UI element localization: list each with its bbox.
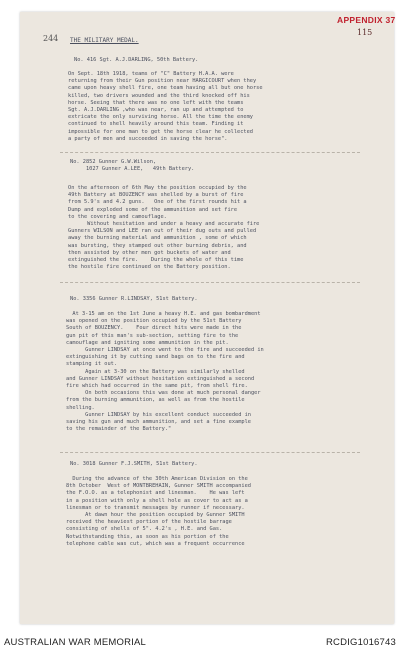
document-title: THE MILITARY MEDAL.: [70, 37, 139, 44]
section-2-body: On the afternoon of 6th May the position occupied by the 49th Battery at BOUZENCY was shelled by a burst of fire from 5.9's and 4.2 guns. One of the first rounds hit a Dump and exploded some of the ammunition and set fire to the covering and camouflage. Without hesitation and under a heavy and accurate fire Gunners WILSON and LEE ran out of their dug outs and pulled away the burning material and ammunition , some of which was bursting, they stamped out other burning debris, and then assisted by other men got buckets of water and extinguished the fire. During the whole of this time the hostile fire continued on the Battery position.: [68, 185, 260, 271]
page-number: 115: [357, 28, 373, 37]
footer-source: AUSTRALIAN WAR MEMORIAL: [4, 637, 147, 648]
section-4-body: During the advance of the 30th American Division on the 8th October West of MONTBREHAIN, Gunner SMITH accompanied the F.O.O. as a telephonist and linesman. He was left in a position with only a shell hole as cover to act as a linesman or to transmit messages by runner if necessary. At dawn hour the position occupied by Gunner SMITH received the heaviest portion of the hostile barrage consisting of shells of 5". 4.2's , H.E. and Gas. Notwithstanding this, as soon as his portion of the telephone cable was cut, which was a frequent occurrence: [66, 476, 251, 547]
section-1-heading: No. 416 Sgt. A.J.DARLING, 50th Battery.: [74, 57, 199, 63]
section-divider: [60, 452, 360, 453]
section-1-body: On Sept. 18th 1918, teams of "C" Battery H.A.A. were returning from their Gun position near HARGICOURT when they came upon heavy shell fire, one team having all but one horse killed, two drivers wounded and the third knocked off his horse. Seeing that there was no one left with the teams Sgt. A.J.DARLING ,who was near, ran up and attempted to extricate the only surviving horse. All the time the enemy continued to shell heavily around this team. Finding it impossible for one man to get the horse clear he collected a party of men and succeeded in saving the horse".: [68, 71, 263, 142]
section-4-heading: No. 3018 Gunner F.J.SMITH, 51st Battery.: [70, 461, 198, 467]
section-divider: [60, 152, 360, 153]
footer-id: RCDIG1016743: [326, 637, 396, 648]
section-3-body: At 3-15 am on the 1st June a heavy H.E. and gas bombardment was opened on the position occupied by the 51st Battery South of BOUZENCY. Four direct hits were made in the gun pit of this man's sub-section, setting fire to the camouflage and igniting some ammunition in the pit. Gunner LINDSAY at once went to the fire and succeeded in extinguishing it by cutting sand bags on to the fire and stamping it out. Again at 3-30 on the Battery was similarly shelled and Gunner LINDSAY without hesitation extinguished a second fire which had occurred in the same pit, from shell fire. On both occasions this was done at much personal danger from the burning ammunition, as well as from the hostile shelling. Gunner LINDSAY by his excellent conduct succeeded in saving his gun and much ammunition, and set a fine example to the remainder of the Battery.": [66, 311, 264, 433]
section-3-heading: No. 3356 Gunner R.LINDSAY, 51st Battery.: [70, 296, 198, 302]
appendix-stamp: APPENDIX 37: [337, 15, 396, 25]
folio-number: 244: [43, 34, 59, 43]
section-2-heading: No. 2852 Gunner G.W.Wilson, 1027 Gunner A.LEE, 49th Battery.: [70, 159, 195, 173]
section-divider: [60, 282, 360, 283]
